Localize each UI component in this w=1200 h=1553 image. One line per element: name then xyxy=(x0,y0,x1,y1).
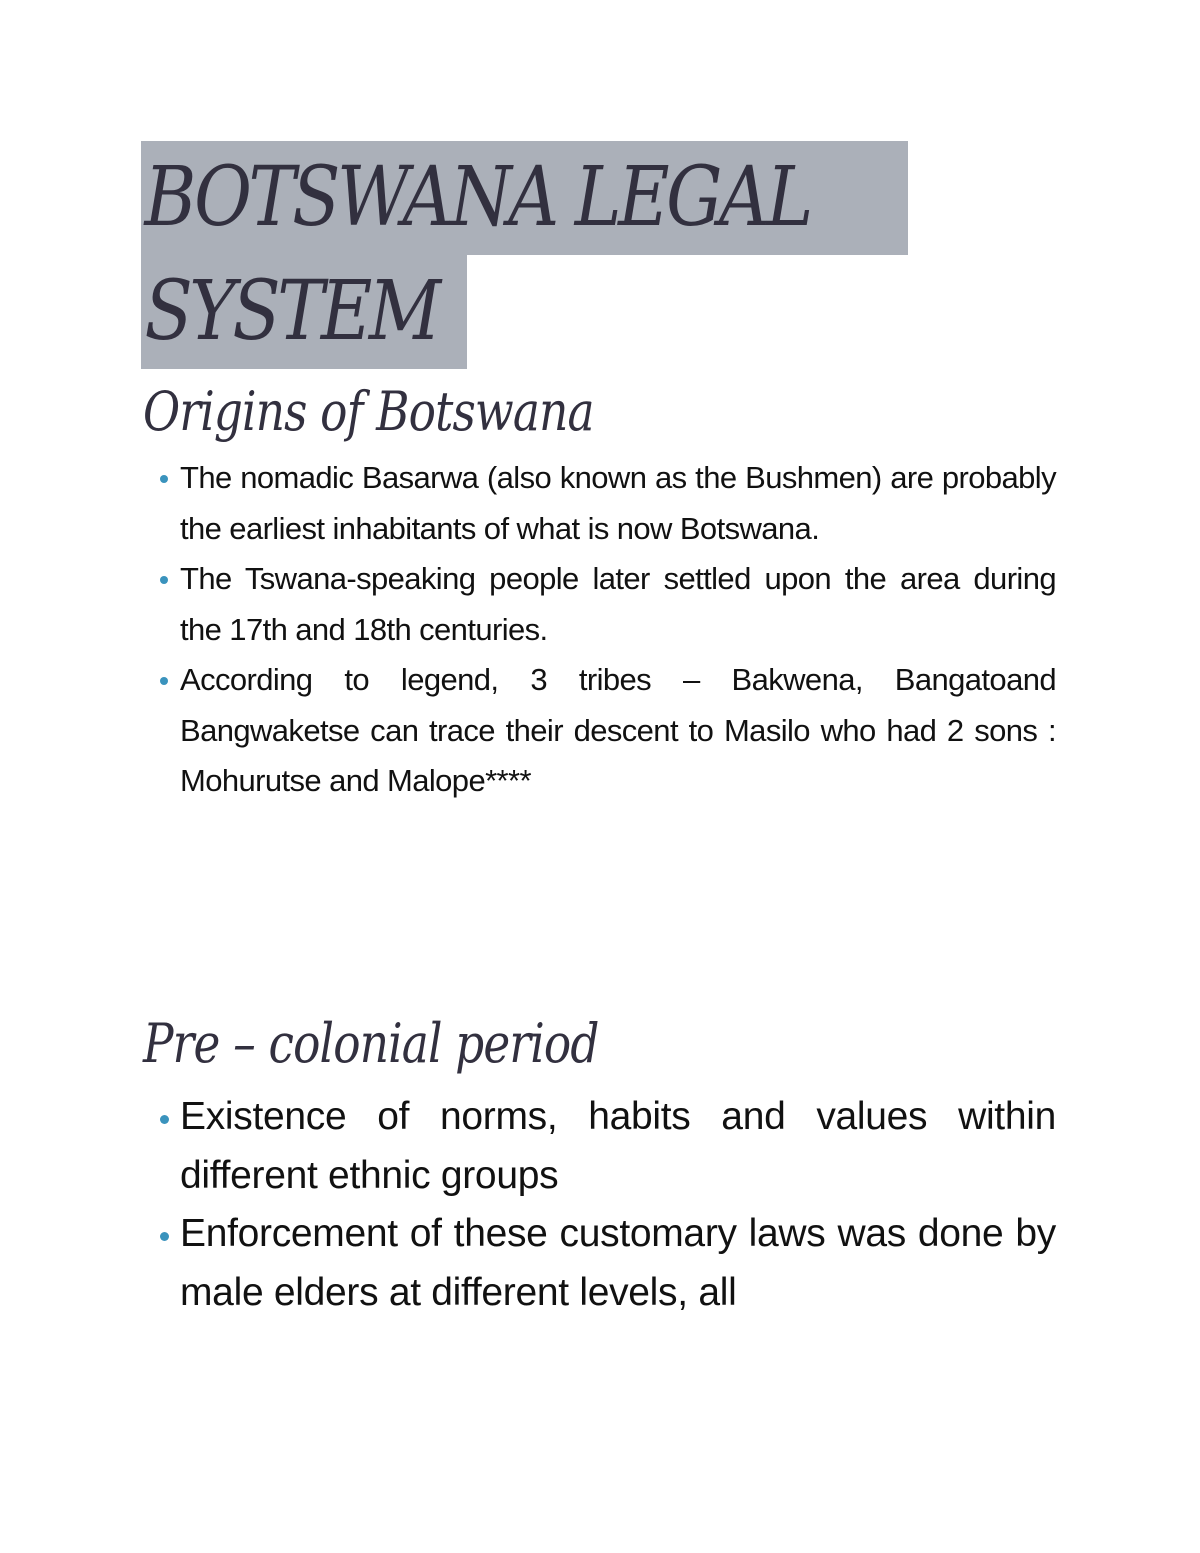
document-title-line-1: BOTSWANA LEGAL xyxy=(141,141,908,255)
bullet-icon xyxy=(160,576,168,584)
bullet-icon xyxy=(160,677,168,685)
pre-colonial-bullet-list xyxy=(156,1088,1056,1322)
document-title-line-2: SYSTEM xyxy=(141,255,467,369)
section-heading-origins: Origins of Botswana xyxy=(143,380,594,443)
origins-bullet-list xyxy=(156,453,1056,807)
list-item: Existence of norms, habits and values within different ethnic groups xyxy=(156,1088,1056,1205)
list-item: The Tswana-speaking people later settled upon the area during the 17th and 18th centuries. xyxy=(156,554,1056,655)
bullet-icon xyxy=(160,1232,169,1241)
list-item: According to legend, 3 tribes – Bakwena, Bangatoand Bangwaketse can trace their descent to Masilo who had 2 sons : Mohurutse and Malope**** xyxy=(156,655,1056,807)
bullet-icon xyxy=(160,1115,169,1124)
list-item: The nomadic Basarwa (also known as the Bushmen) are probably the earliest inhabitants of what is now Botswana. xyxy=(156,453,1056,554)
list-item: Enforcement of these customary laws was done by male elders at different levels, all xyxy=(156,1205,1056,1322)
section-heading-pre-colonial: Pre – colonial period xyxy=(143,1012,599,1075)
bullet-icon xyxy=(160,475,168,483)
